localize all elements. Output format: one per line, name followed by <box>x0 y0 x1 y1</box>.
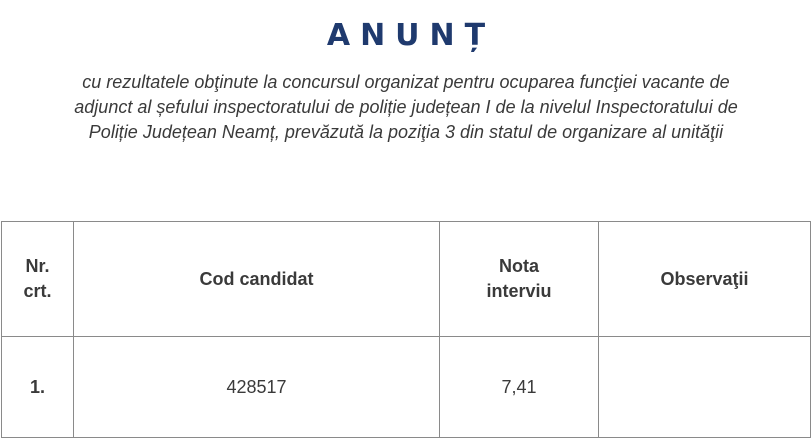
subtitle-line: cu rezultatele obţinute la concursul organizat pentru ocuparea funcţiei vacante de <box>82 72 730 92</box>
header-nota-line2: interviu <box>486 281 552 301</box>
table-header-row <box>2 222 811 337</box>
cell-cod-candidat: 428517 <box>74 337 440 438</box>
cell-observatii <box>599 337 811 438</box>
header-cod-candidat: Cod candidat <box>74 222 440 337</box>
header-nota-line1: Nota <box>499 256 539 276</box>
results-table <box>1 221 811 438</box>
subtitle-line: adjunct al șefului inspectoratului de poliție județean I de la nivelul Inspectoratului de <box>74 97 738 117</box>
page-title: ANUNȚ <box>326 18 496 53</box>
header-nota-interviu <box>440 222 599 337</box>
table-row <box>2 337 811 438</box>
announcement-subtitle <box>0 70 812 145</box>
cell-nota-interviu: 7,41 <box>440 337 599 438</box>
header-observatii: Observaţii <box>599 222 811 337</box>
header-nr-line1: Nr. <box>25 256 50 276</box>
subtitle-line: Poliție Județean Neamț, prevăzută la poziţia 3 din statul de organizare al unităţii <box>88 122 724 142</box>
header-nr-line2: crt. <box>23 281 52 301</box>
cell-nr-crt: 1. <box>2 337 74 438</box>
header-nr-crt <box>2 222 74 337</box>
